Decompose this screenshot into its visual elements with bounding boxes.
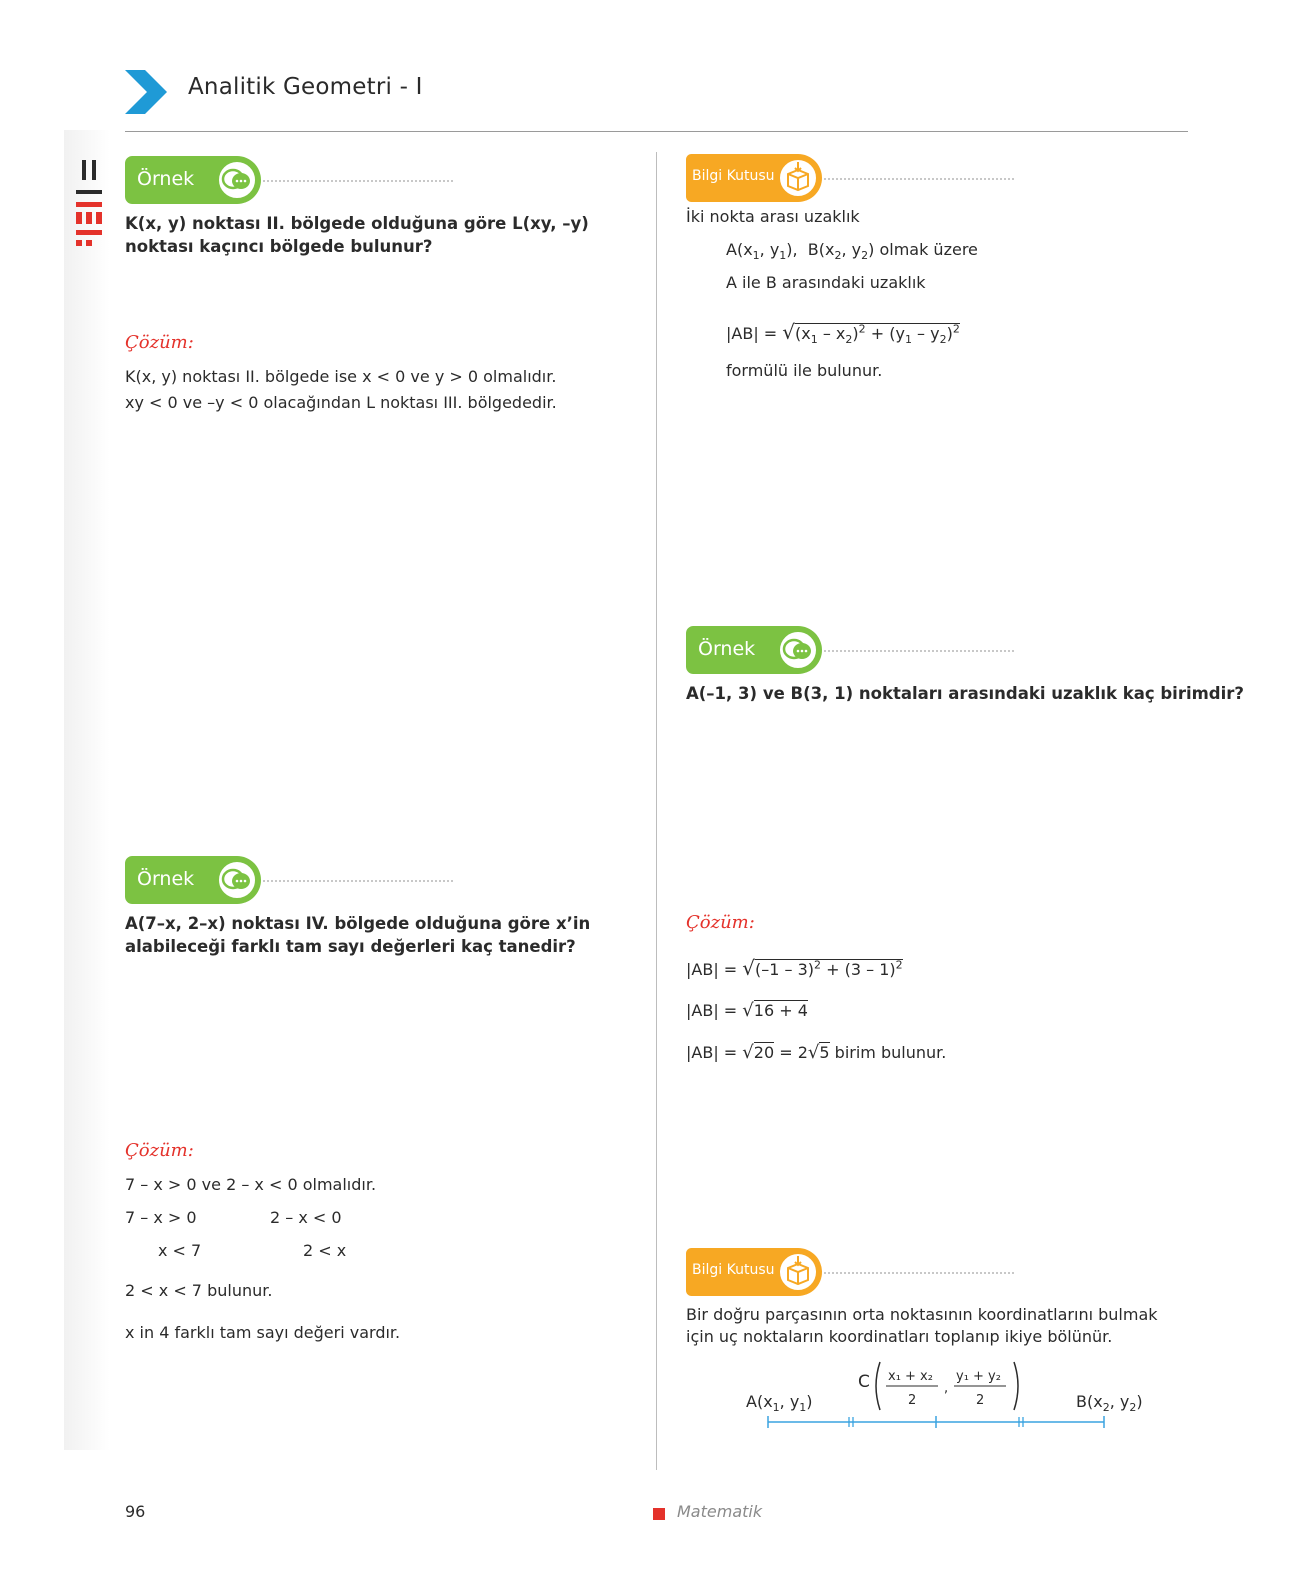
example-1-solution-line-1: K(x, y) noktası II. bölgede ise x < 0 ve y > 0 olmalıdır.: [125, 367, 557, 386]
point-b-label: $B(x_2$, $y_2$): [1076, 1392, 1143, 1415]
svg-text:2: 2: [976, 1393, 985, 1408]
example-2-solution-line-4: 2 < x < 7 bulunur.: [125, 1281, 273, 1300]
info-1-line-5: formülü ile bulunur.: [726, 361, 883, 380]
example-2-solution-line-2a: 7 – x > 0: [125, 1208, 197, 1227]
example-3-solution-line-2: |AB| = √16 + 4: [686, 1000, 808, 1021]
example-1-solution-line-2: xy < 0 ve –y < 0 olacağından L noktası III. bölgededir.: [125, 393, 557, 412]
dotted-rule: [824, 650, 1014, 652]
page-number: 96: [125, 1502, 146, 1521]
footer-subject: Matematik: [677, 1502, 763, 1521]
ornek-badge-3: [686, 626, 822, 674]
example-1-question: K(x, y) noktası II. bölgede olduğuna göre L(xy, –y) noktası kaçıncı bölgede bulunur?: [125, 214, 589, 256]
column-divider: [656, 152, 657, 1470]
es11-logo: [74, 160, 104, 260]
example-3-solution-line-1: |AB| = √(–1 – 3)$^2$ + (3 – 1)$^2$: [686, 956, 903, 980]
ornek-badge-2: [125, 856, 261, 904]
cozum-label-3: Çözüm:: [686, 912, 755, 933]
midpoint-formula: [872, 1360, 1022, 1412]
point-c-label: C: [858, 1372, 870, 1392]
info-1-line-3: A ile B arasındaki uzaklık: [726, 273, 926, 292]
cozum-label-1: Çözüm:: [125, 332, 194, 353]
bilgi-kutusu-badge-1: [686, 154, 822, 202]
point-a-label: $A(x_1$, $y_1$): [746, 1392, 813, 1415]
dotted-rule: [263, 180, 453, 182]
speech-bubble-icon: [219, 162, 255, 198]
example-2-solution-line-3b: 2 < x: [303, 1241, 347, 1260]
header-title: Analitik Geometri - I: [188, 74, 423, 100]
distance-formula: $|AB| = √(x_1 - x_2)^2 + (y_1 - y_2)^2$: [726, 320, 960, 347]
cozum-label-2: Çözüm:: [125, 1140, 194, 1161]
box-icon: [780, 160, 816, 196]
speech-bubble-icon: [780, 632, 816, 668]
header-rule: [125, 131, 1188, 132]
bilgi-label: Bilgi Kutusu: [692, 1262, 775, 1278]
info-1-points: $A(x_1$, $y_1$), $B(x_2$, $y_2$) olmak üzere: [726, 240, 978, 263]
ornek-label: Örnek: [698, 638, 756, 660]
example-2-solution-line-1: 7 – x > 0 ve 2 – x < 0 olmalıdır.: [125, 1175, 377, 1194]
info-2-text: Bir doğru parçasının orta noktasının koordinatlarını bulmak için uç noktaların koordinatları toplanıp ikiye bölünür.: [686, 1305, 1158, 1346]
example-2-solution-line-2b: 2 – x < 0: [270, 1208, 342, 1227]
box-icon: [780, 1254, 816, 1290]
side-band: [64, 130, 110, 1450]
bilgi-label: Bilgi Kutusu: [692, 168, 775, 184]
dotted-rule: [824, 1272, 1014, 1274]
example-2-question: A(7–x, 2–x) noktası IV. bölgede olduğuna göre x’in alabileceği farklı tam sayı değerleri kaç tanedir?: [125, 914, 591, 956]
ornek-label: Örnek: [137, 868, 195, 890]
dotted-rule: [824, 178, 1014, 180]
example-2-solution-line-3a: x < 7: [158, 1241, 202, 1260]
ornek-badge-1: [125, 156, 261, 204]
bilgi-kutusu-badge-2: [686, 1248, 822, 1296]
example-3-question: A(–1, 3) ve B(3, 1) noktaları arasındaki uzaklık kaç birimdir?: [686, 684, 1244, 703]
svg-text:,: ,: [944, 1381, 949, 1396]
info-1-title: İki nokta arası uzaklık: [686, 207, 860, 226]
chevron-icon: [125, 70, 167, 114]
example-3-solution-line-3: |AB| = √20 = 2√5 birim bulunur.: [686, 1042, 947, 1063]
footer-square-icon: [653, 1508, 665, 1520]
segment-ab: [766, 1412, 1106, 1432]
speech-bubble-icon: [219, 862, 255, 898]
svg-text:x₁ + x₂: x₁ + x₂: [888, 1369, 933, 1384]
example-2-solution-line-5: x in 4 farklı tam sayı değeri vardır.: [125, 1323, 401, 1342]
svg-text:2: 2: [908, 1393, 917, 1408]
ornek-label: Örnek: [137, 168, 195, 190]
dotted-rule: [263, 880, 453, 882]
svg-text:y₁ + y₂: y₁ + y₂: [956, 1369, 1001, 1384]
